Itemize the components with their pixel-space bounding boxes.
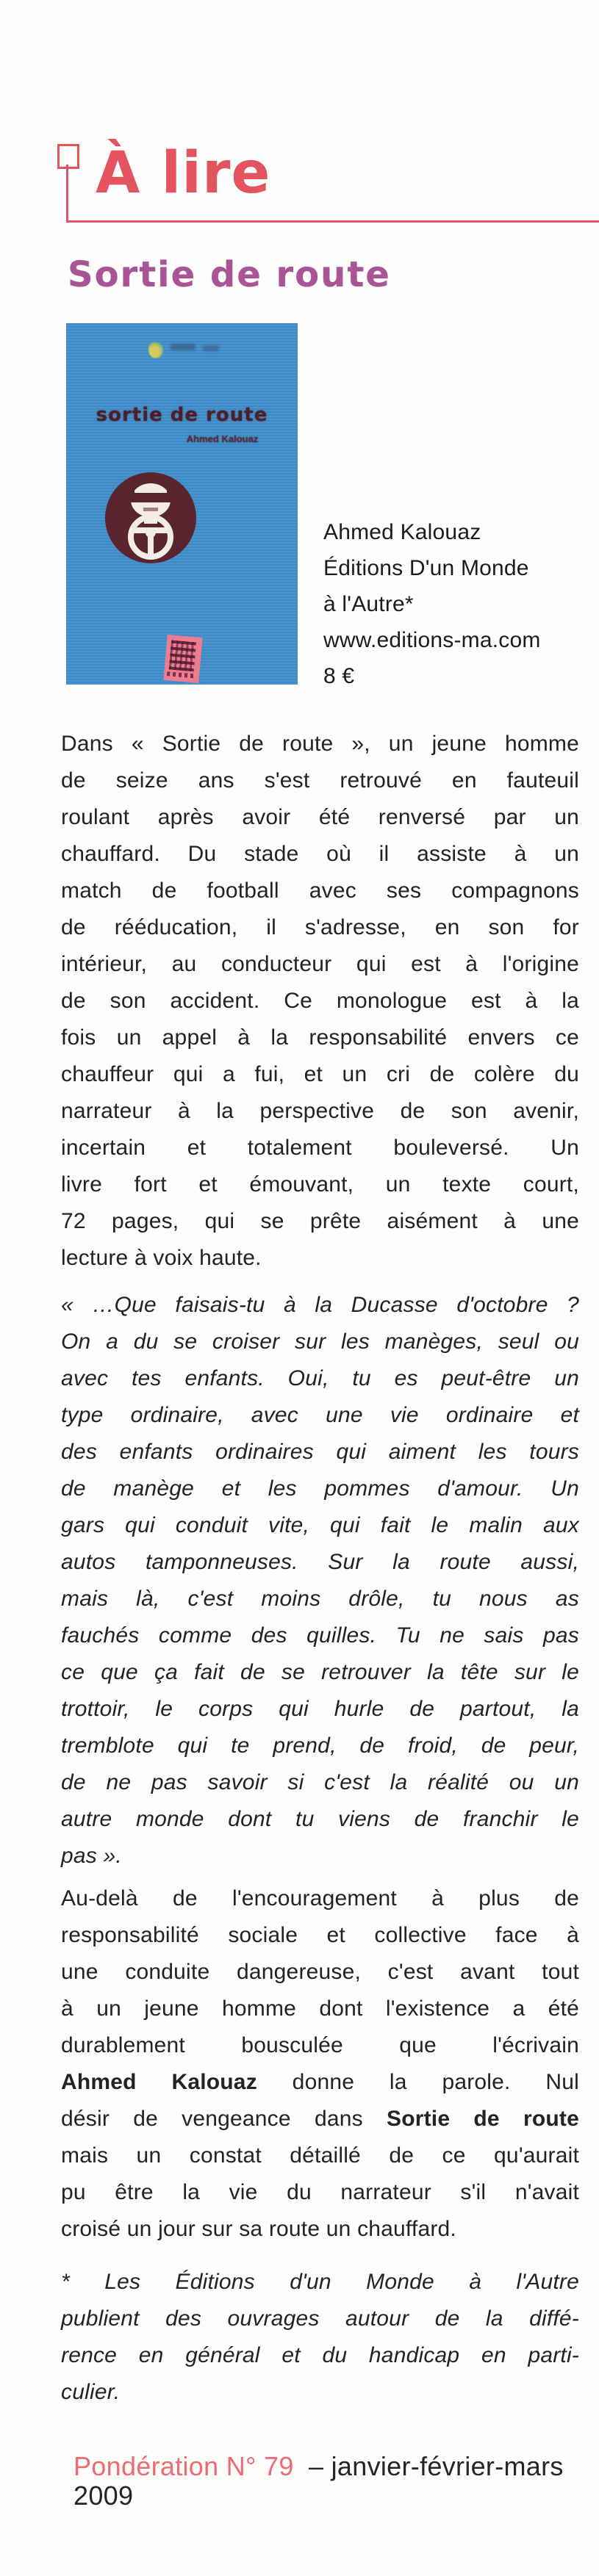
publisher-logo-icon bbox=[148, 338, 237, 364]
text-line: « …Que faisais-tu à la Ducasse d'octobre ? bbox=[61, 1293, 579, 1317]
book-cover-image bbox=[66, 323, 298, 685]
paragraph-review bbox=[61, 726, 579, 1277]
text-line: à un jeune homme dont l'existence a été bbox=[61, 1996, 579, 2021]
text-line: 72 pages, qui se prête aisément à une bbox=[61, 1209, 579, 1233]
text-line: match de football avec ses compagnons bbox=[61, 878, 579, 903]
text-line: de seize ans s'est retrouvé en fauteuil bbox=[61, 768, 579, 793]
text-line: gars qui conduit vite, qui fait le malin aux bbox=[61, 1513, 579, 1537]
text-line: désir de vengeance dans Sortie de route bbox=[61, 2107, 579, 2131]
price-stamp bbox=[163, 635, 202, 683]
text-line: ce que ça fait de se retrouver la tête sur le bbox=[61, 1660, 579, 1684]
text-line: de ne pas savoir si c'est la réalité ou un bbox=[61, 1770, 579, 1794]
driver-face-steering-wheel-illustration bbox=[105, 472, 196, 563]
text-line: mais là, c'est moins drôle, tu nous as bbox=[61, 1587, 579, 1611]
text-line: fois un appel à la responsabilité envers ce bbox=[61, 1025, 579, 1050]
book-publisher-line2: à l'Autre* bbox=[323, 592, 414, 616]
text-line: fauchés comme des quilles. Tu ne sais pas bbox=[61, 1623, 579, 1648]
text-line: autos tamponneuses. Sur la route aussi, bbox=[61, 1550, 579, 1574]
text-line: roulant après avoir été renversé par un bbox=[61, 805, 579, 829]
book-website: www.editions-ma.com bbox=[323, 628, 541, 652]
text-line: de rééducation, il s'adresse, en son for bbox=[61, 915, 579, 939]
text-line: * Les Éditions d'un Monde à l'Autre bbox=[61, 2270, 579, 2294]
magazine-issue: Pondération N° 79 bbox=[73, 2451, 294, 2481]
text-line: des enfants ordinaires qui aiment les tours bbox=[61, 1440, 579, 1464]
text-line: On a du se croiser sur les manèges, seul ou bbox=[61, 1330, 579, 1354]
text-line: lecture à voix haute. bbox=[61, 1246, 262, 1270]
section-title: À lire bbox=[96, 140, 271, 206]
text-line: mais un constat détaillé de ce qu'aurait bbox=[61, 2143, 579, 2168]
page-footer bbox=[73, 2452, 599, 2511]
text-line: type ordinaire, avec une vie ordinaire et bbox=[61, 1403, 579, 1427]
header-rule-vertical bbox=[66, 165, 68, 222]
cover-book-title: sortie de route bbox=[96, 404, 268, 426]
section-marker-square bbox=[57, 144, 79, 169]
text-line: une conduite dangereuse, c'est avant tout bbox=[61, 1960, 579, 1984]
text-line: Dans « Sortie de route », un jeune homme bbox=[61, 732, 579, 756]
text-line: autre monde dont tu viens de franchir le bbox=[61, 1807, 579, 1831]
text-line: trottoir, le corps qui hurle de partout, la bbox=[61, 1697, 579, 1721]
book-publisher-line1: Éditions D'un Monde bbox=[323, 556, 529, 580]
book-author: Ahmed Kalouaz bbox=[323, 520, 481, 544]
text-line: tremblote qui te prend, de froid, de peur, bbox=[61, 1733, 579, 1758]
text-line: Au-delà de l'encouragement à plus de bbox=[61, 1886, 579, 1911]
article-title: Sortie de route bbox=[68, 254, 391, 295]
book-info-block bbox=[323, 514, 541, 694]
text-line: pas ». bbox=[61, 1844, 122, 1868]
text-line: de manège et les pommes d'amour. Un bbox=[61, 1476, 579, 1501]
text-line: pu être la vie du narrateur s'il n'avait bbox=[61, 2180, 579, 2204]
text-line: incertain et totalement bouleversé. Un bbox=[61, 1136, 579, 1160]
text-line: publient des ouvrages autour de la diffé- bbox=[61, 2306, 579, 2331]
text-line: chauffard. Du stade où il assiste à un bbox=[61, 842, 579, 866]
text-line: responsabilité sociale et collective face à bbox=[61, 1923, 579, 1947]
text-line: culier. bbox=[61, 2380, 121, 2404]
text-line: livre fort et émouvant, un texte court, bbox=[61, 1172, 579, 1197]
text-line: de son accident. Ce monologue est à la bbox=[61, 989, 579, 1013]
cover-book-author: Ahmed Kalouaz bbox=[186, 433, 259, 444]
issue-date: – janvier-février-mars 2009 bbox=[73, 2451, 564, 2511]
logo-text-smudge bbox=[203, 345, 219, 351]
stamp-ink-pattern bbox=[167, 671, 195, 678]
text-line: Ahmed Kalouaz donne la parole. Nul bbox=[61, 2070, 579, 2094]
text-line: avec tes enfants. Oui, tu es peut-être un bbox=[61, 1366, 579, 1390]
header-rule-horizontal bbox=[66, 220, 599, 223]
stamp-ink-pattern bbox=[169, 641, 196, 672]
logo-text-smudge bbox=[171, 344, 196, 350]
paragraph-footnote bbox=[61, 2264, 579, 2411]
paragraph-commentary bbox=[61, 1880, 579, 2248]
logo-blob bbox=[148, 341, 163, 358]
text-line: durablement bousculée que l'écrivain bbox=[61, 2033, 579, 2057]
text-line: croisé un jour sur sa route un chauffard. bbox=[61, 2217, 456, 2241]
text-line: narrateur à la perspective de son avenir, bbox=[61, 1099, 579, 1123]
text-line: rence en général et du handicap en parti- bbox=[61, 2343, 579, 2367]
text-line: chauffeur qui a fui, et un cri de colère du bbox=[61, 1062, 579, 1086]
text-line: intérieur, au conducteur qui est à l'origine bbox=[61, 952, 579, 976]
book-price: 8 € bbox=[323, 664, 355, 688]
face-wheel-icon bbox=[105, 472, 196, 563]
paragraph-quote bbox=[61, 1287, 579, 1875]
